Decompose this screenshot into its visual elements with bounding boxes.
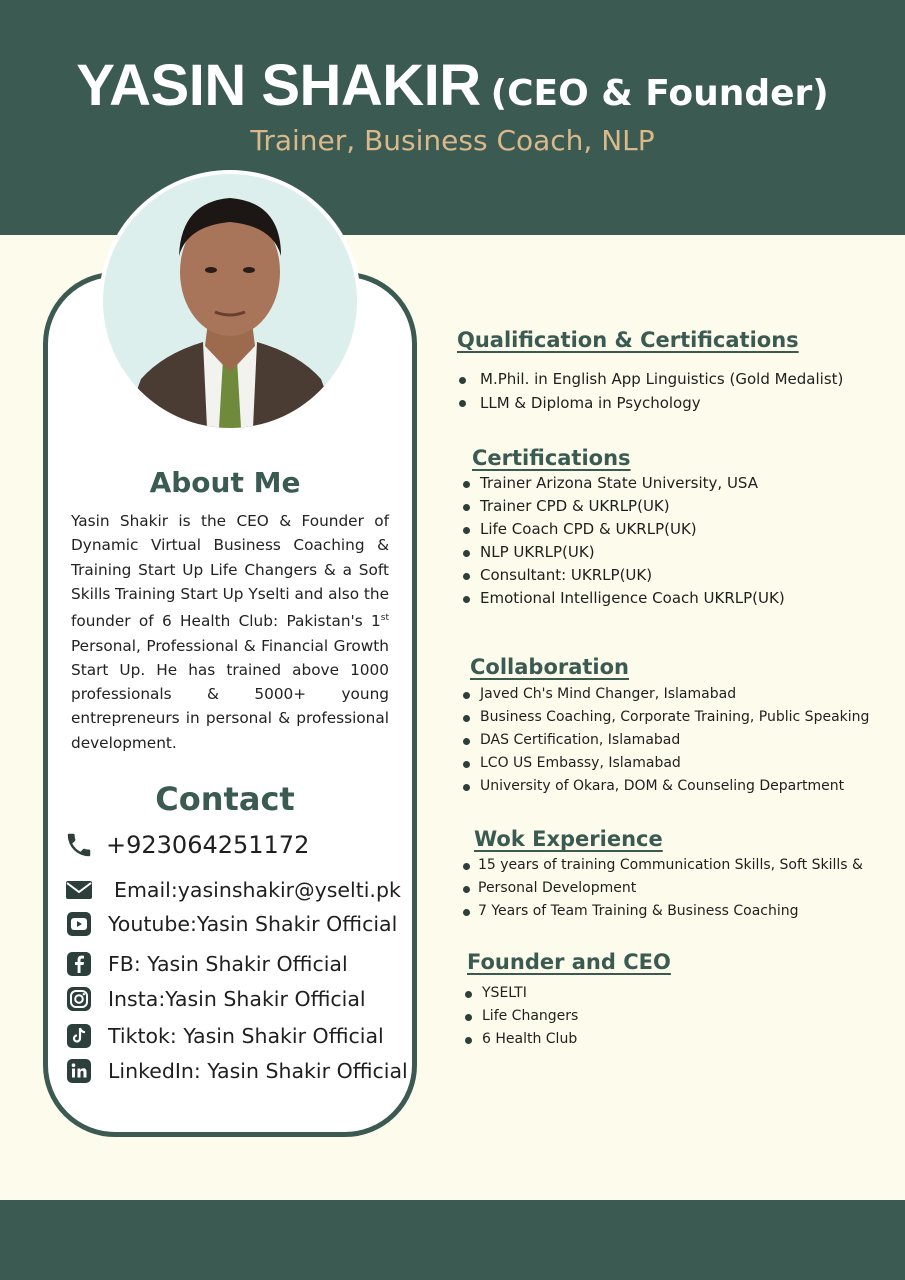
instagram-icon — [64, 984, 94, 1014]
email-address: Email:yasinshakir@yselti.pk — [114, 878, 401, 902]
list-item: Trainer CPD & UKRLP(UK) — [462, 495, 785, 518]
profile-photo — [103, 174, 357, 428]
facebook-handle: FB: Yasin Shakir Official — [108, 952, 348, 976]
tiktok-icon — [64, 1021, 94, 1051]
collaboration-title: Collaboration — [470, 655, 630, 679]
list-item: Emotional Intelligence Coach UKRLP(UK) — [462, 587, 785, 610]
list-item: Consultant: UKRLP(UK) — [462, 564, 785, 587]
list-item: Business Coaching, Corporate Training, Public Speaking — [462, 706, 869, 729]
list-item: 15 years of training Communication Skills, Soft Skills & — [462, 854, 863, 877]
founder-list — [464, 982, 578, 1051]
list-item: YSELTI — [464, 982, 578, 1005]
contact-title: Contact — [155, 780, 295, 818]
collaboration-list — [462, 683, 869, 798]
about-text-part2: Personal, Professional & Financial Growth Start Up. He has trained above 1000 professionals & 5000+ young entrepreneurs in personal & professional development. — [71, 636, 389, 752]
phone-number: +923064251172 — [106, 831, 310, 859]
list-item: Life Changers — [464, 1005, 578, 1028]
contact-facebook[interactable] — [64, 949, 348, 979]
founder-title: Founder and CEO — [467, 950, 671, 974]
list-item: NLP UKRLP(UK) — [462, 541, 785, 564]
subtitle: Trainer, Business Coach, NLP — [250, 124, 655, 157]
qualifications-title: Qualification & Certifications — [457, 328, 799, 352]
contact-linkedin[interactable] — [64, 1056, 408, 1086]
about-text-part1: Yasin Shakir is the CEO & Founder of Dynamic Virtual Business Coaching & Training Start Up Life Changers & a Soft Skills Training Start Up Yselti and also the founder of 6 Health Club: Pakistan's 1 — [71, 512, 390, 631]
list-item: Personal Development — [462, 877, 863, 900]
certifications-title: Certifications — [472, 446, 631, 470]
youtube-handle: Youtube:Yasin Shakir Official — [108, 912, 398, 936]
about-text-sup: st — [380, 613, 389, 624]
instagram-handle: Insta:Yasin Shakir Official — [108, 987, 366, 1011]
youtube-icon — [64, 909, 94, 939]
footer-band — [0, 1200, 905, 1280]
email-icon — [64, 875, 94, 905]
experience-list — [462, 854, 863, 923]
about-title: About Me — [149, 466, 301, 499]
list-item: Trainer Arizona State University, USA — [462, 472, 785, 495]
name-line — [0, 52, 905, 119]
linkedin-handle: LinkedIn: Yasin Shakir Official — [108, 1059, 408, 1083]
list-item: DAS Certification, Islamabad — [462, 729, 869, 752]
profile-photo-frame — [99, 170, 361, 432]
contact-instagram[interactable] — [64, 984, 366, 1014]
list-item: LCO US Embassy, Islamabad — [462, 752, 869, 775]
linkedin-icon — [64, 1056, 94, 1086]
person-name: YASIN SHAKIR — [76, 53, 481, 118]
person-role: (CEO & Founder) — [490, 73, 829, 114]
certifications-list — [462, 472, 785, 610]
list-item: 7 Years of Team Training & Business Coaching — [462, 900, 863, 923]
phone-icon — [64, 830, 94, 860]
list-item: LLM & Diploma in Psychology — [458, 392, 843, 416]
list-item: 6 Health Club — [464, 1028, 578, 1051]
list-item: Javed Ch's Mind Changer, Islamabad — [462, 683, 869, 706]
about-text — [71, 509, 389, 755]
facebook-icon — [64, 949, 94, 979]
list-item: Life Coach CPD & UKRLP(UK) — [462, 518, 785, 541]
experience-title: Wok Experience — [474, 827, 663, 851]
tiktok-handle: Tiktok: Yasin Shakir Official — [108, 1024, 384, 1048]
list-item: University of Okara, DOM & Counseling Department — [462, 775, 869, 798]
contact-tiktok[interactable] — [64, 1021, 384, 1051]
qualifications-list — [458, 368, 843, 415]
contact-youtube[interactable] — [64, 909, 397, 939]
contact-phone[interactable] — [64, 830, 309, 860]
contact-email[interactable] — [64, 875, 401, 905]
list-item: M.Phil. in English App Linguistics (Gold Medalist) — [458, 368, 843, 392]
